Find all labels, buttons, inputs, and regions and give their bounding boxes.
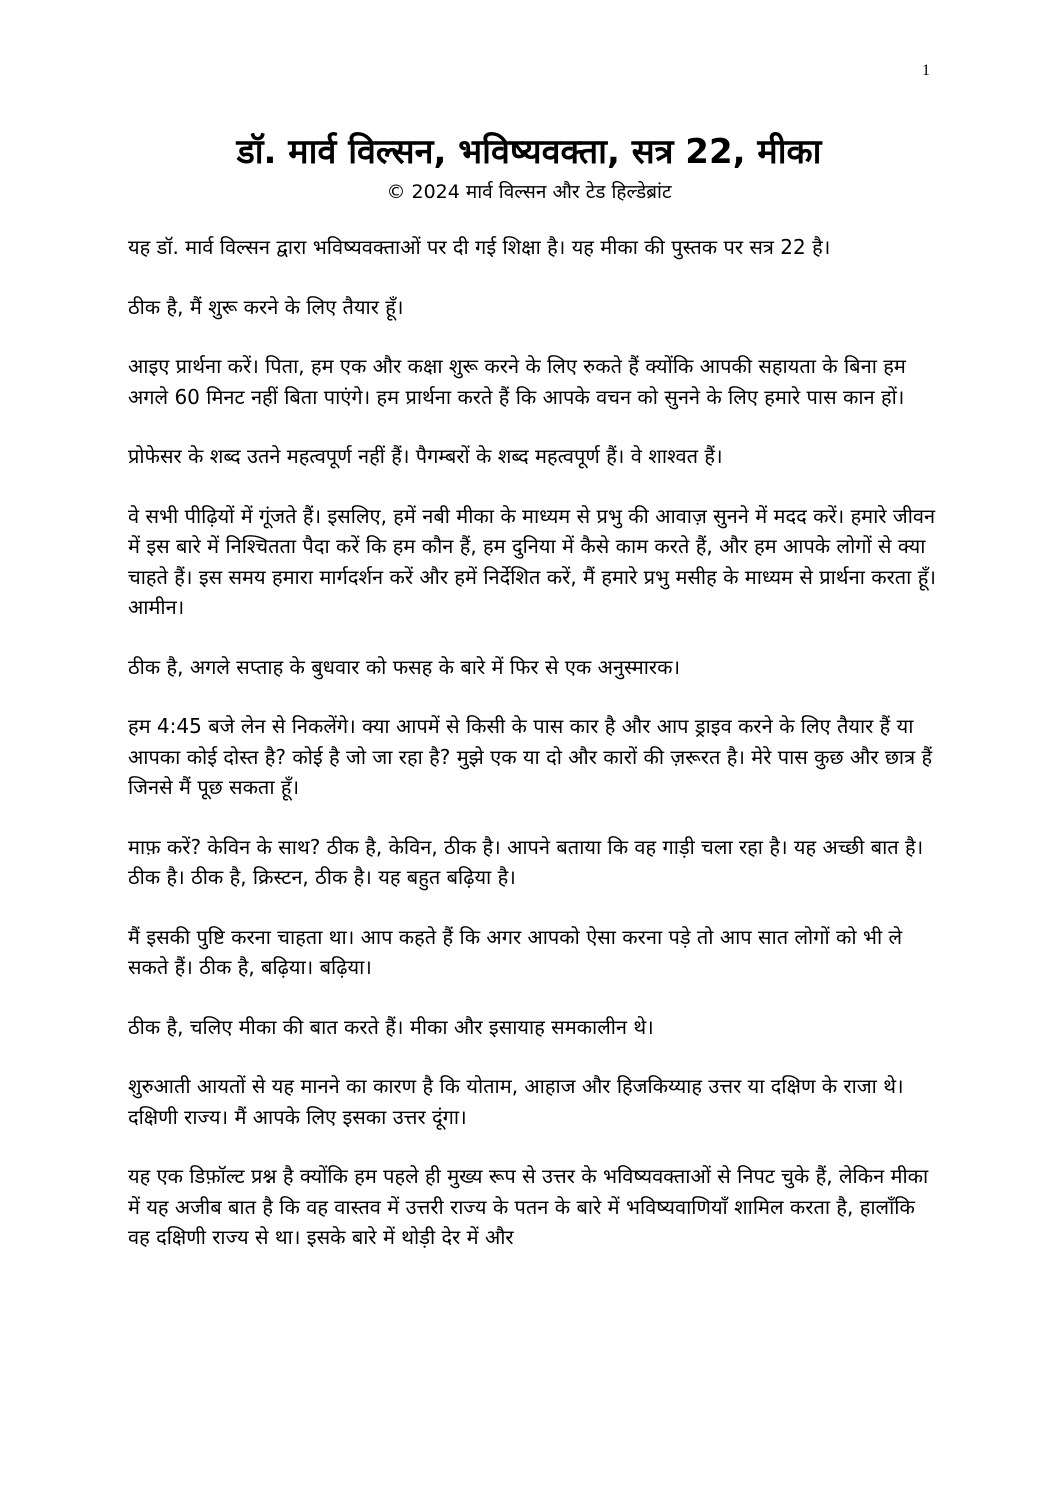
document-body	[128, 232, 940, 1282]
paragraph-kings: शुरुआती आयतों से यह मानने का कारण है कि योताम, आहाज और हिजकिय्याह उत्तर या दक्षिण के राजा थे। दक्षिणी राज्य। मैं आपके लिए इसका उत्तर दूंगा।	[128, 1074, 904, 1129]
paragraph-confirm: मैं इसकी पुष्टि करना चाहता था। आप कहते हैं कि अगर आपको ऐसा करना पड़े तो आप सात लोगों को भी ले सकते हैं। ठीक है, बढ़िया। बढ़िया।	[128, 924, 903, 979]
page-number: 1	[922, 62, 930, 79]
paragraph-default-question: यह एक डिफ़ॉल्ट प्रश्न है क्योंकि हम पहले ही मुख्य रूप से उत्तर के भविष्यवक्ताओं से निपट चुके हैं, लेकिन मीका में यह अजीब बात है कि वह वास्तव में उत्तरी राज्य के पतन के बारे में भविष्यवाणियाँ शामिल करता है, हालाँकि वह दक्षिणी राज्य से था। इसके बारे में थोड़ी देर में और	[128, 1164, 929, 1249]
paragraph-passover-reminder: ठीक है, अगले सप्ताह के बुधवार को फसह के बारे में फिर से एक अनुस्मारक।	[128, 654, 681, 679]
paragraph-micah-intro: ठीक है, चलिए मीका की बात करते हैं। मीका और इसायाह समकालीन थे।	[128, 1014, 654, 1039]
paragraph-prayer-continued: वे सभी पीढ़ियों में गूंजते हैं। इसलिए, हमें नबी मीका के माध्यम से प्रभु की आवाज़ सुनने में मदद करें। हमारे जीवन में इस बारे में निश्चितता पैदा करें कि हम कौन हैं, हम दुनिया में कैसे काम करते हैं, और हम आपके लोगों से क्या चाहते हैं। इस समय हमारा मार्गदर्शन करें और हमें निर्देशित करें, मैं हमारे प्रभु मसीह के माध्यम से प्रार्थना करता हूँ। आमीन।	[128, 503, 936, 619]
document-title: डॉ. मार्व विल्सन, भविष्यवक्ता, सत्र 22, मीका	[236, 132, 822, 172]
paragraph-intro: यह डॉ. मार्व विल्सन द्वारा भविष्यवक्ताओं पर दी गई शिक्षा है। यह मीका की पुस्तक पर सत्र 22 है।	[128, 235, 831, 259]
paragraph-kristen: ठीक है। ठीक है, क्रिस्टन, ठीक है। यह बहुत बढ़िया है।	[128, 865, 516, 889]
paragraph-kevin: माफ़ करें? केविन के साथ? ठीक है, केविन, ठीक है। आपने बताया कि वह गाड़ी चला रहा है। यह अच्छी बात है।	[128, 834, 924, 859]
paragraph-drivers: हम 4:45 बजे लेन से निकलेंगे। क्या आपमें से किसी के पास कार है और आप ड्राइव करने के लिए तैयार हैं या आपका कोई दोस्त है? कोई है जो जा रहा है? मुझे एक या दो और कारों की ज़रूरत है। मेरे पास कुछ और छात्र हैं जिनसे मैं पूछ सकता हूँ।	[128, 714, 933, 799]
copyright-line: © 2024 मार्व विल्सन और टेड हिल्डेब्रांट	[386, 181, 672, 203]
paragraph-ready: ठीक है, मैं शुरू करने के लिए तैयार हूँ।	[128, 294, 404, 319]
paragraph-prophets-words: प्रोफेसर के शब्द उतने महत्वपूर्ण नहीं हैं। पैगम्बरों के शब्द महत्वपूर्ण हैं। वे शाश्वत हैं।	[128, 444, 723, 468]
paragraph-prayer: आइए प्रार्थना करें। पिता, हम एक और कक्षा शुरू करने के लिए रुकते हैं क्योंकि आपकी सहायता के बिना हम अगले 60 मिनट नहीं बिता पाएंगे। हम प्रार्थना करते हैं कि आपके वचन को सुनने के लिए हमारे पास कान हों।	[128, 354, 906, 409]
